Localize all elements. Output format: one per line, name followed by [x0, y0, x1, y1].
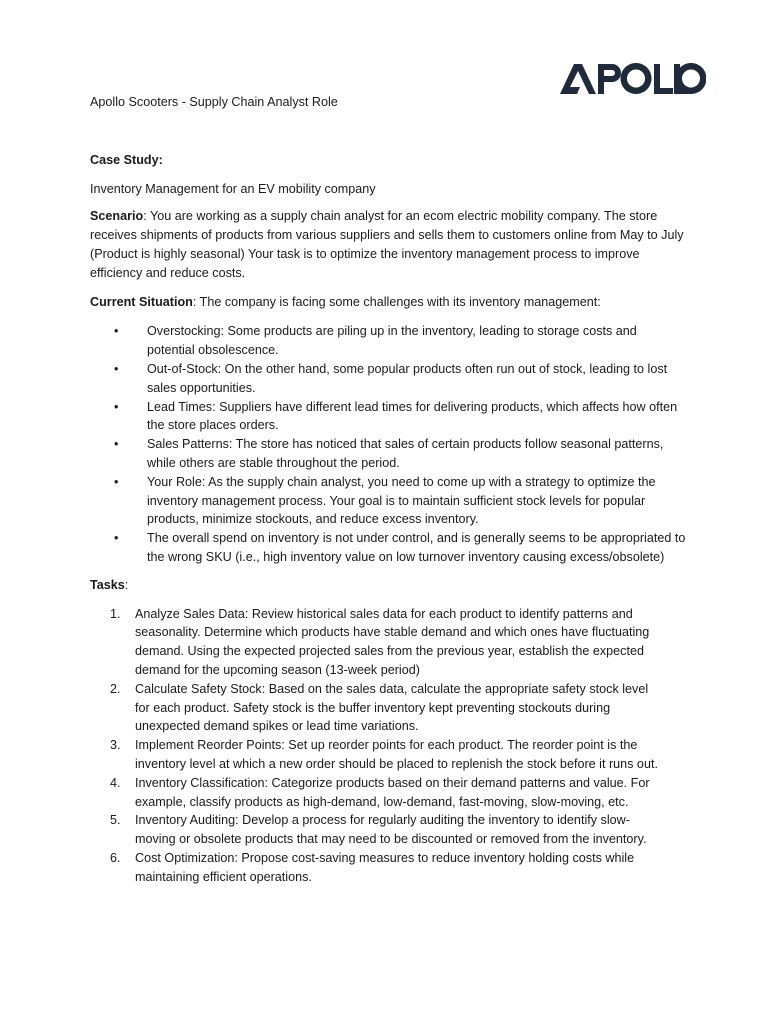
list-item	[90, 736, 665, 774]
current-situation-text: : The company is facing some challenges with its inventory management:	[192, 294, 601, 309]
task-text: Calculate Safety Stock: Based on the sales data, calculate the appropriate safety stock level for each product. Safety stock is the buffer inventory kept preventing stockouts during unexpected demand spikes or lead time variations.	[135, 681, 649, 734]
tasks-label: Tasks	[90, 577, 125, 592]
scenario-text: : You are working as a supply chain analyst for an ecom electric mobility company. The store receives shipments of products from various suppliers and sells them to customers online from May to July (Product is highly seasonal) Your task is to optimize the inventory management process to improve efficiency and reduce costs.	[90, 209, 684, 280]
case-study-heading: Case Study:	[90, 152, 163, 167]
task-number: 5.	[110, 813, 121, 828]
scenario-label: Scenario	[90, 209, 144, 224]
list-item: • Lead Times: Suppliers have different lead times for delivering products, which affects how often the store places orders.	[90, 398, 687, 436]
list-item	[90, 774, 665, 812]
tasks-heading	[90, 576, 690, 595]
task-number: 6.	[110, 850, 121, 865]
task-number: 4.	[110, 775, 121, 790]
document-title: Apollo Scooters - Supply Chain Analyst Role	[90, 95, 338, 109]
list-item	[90, 680, 665, 736]
list-item: • Overstocking: Some products are piling up in the inventory, leading to storage costs and potential obsolescence.	[90, 322, 687, 360]
task-text: Inventory Classification: Categorize products based on their demand patterns and value. For example, classify products as high-demand, low-demand, fast-moving, slow-moving, etc.	[135, 775, 650, 809]
task-text: Analyze Sales Data: Review historical sales data for each product to identify patterns and seasonality. Determine which products have stable demand and which ones have fluctuating demand. Using the expected projected sales from the previous year, establish the expected demand for the upcoming season (13-week period)	[135, 606, 650, 677]
task-text: Cost Optimization: Propose cost-saving measures to reduce inventory holding costs while maintaining efficient operations.	[135, 850, 635, 884]
list-item	[90, 605, 665, 680]
case-study-subtitle: Inventory Management for an EV mobility company	[90, 181, 376, 196]
list-item: • Out-of-Stock: On the other hand, some popular products often run out of stock, leading to lost sales opportunities.	[90, 360, 687, 398]
list-item	[90, 849, 665, 887]
current-situation-label: Current Situation	[90, 294, 193, 309]
task-number: 1.	[110, 606, 121, 621]
task-text: Implement Reorder Points: Set up reorder points for each product. The reorder point is the inventory level at which a new order should be placed to replenish the stock before it runs out.	[135, 738, 658, 771]
task-number: 2.	[110, 681, 121, 696]
list-item	[90, 811, 665, 849]
list-item: • Your Role: As the supply chain analyst, you need to come up with a strategy to optimize the inventory management process. Your goal is to maintain sufficient stock levels for popular products, minimize stockouts, and reduce excess inventory.	[90, 473, 687, 529]
list-item: • Sales Patterns: The store has noticed that sales of certain products follow seasonal patterns, while others are stable throughout the period.	[90, 435, 687, 473]
tasks-colon: :	[124, 577, 129, 592]
list-item: • The overall spend on inventory is not under control, and is generally seems to be appropriated to the wrong SKU (i.e., high inventory value on low turnover inventory causing excess/obsolete)	[90, 529, 687, 567]
document-body	[90, 93, 690, 886]
current-situation-paragraph	[90, 293, 690, 312]
tasks-list	[90, 605, 690, 887]
scenario-paragraph	[90, 207, 690, 282]
task-text: Inventory Auditing: Develop a process for regularly auditing the inventory to identify slow-moving or obsolete products that may need to be discounted or removed from the inventory.	[135, 813, 647, 847]
apollo-logo	[560, 62, 706, 96]
challenges-list	[90, 322, 690, 566]
task-number: 3.	[110, 738, 121, 753]
